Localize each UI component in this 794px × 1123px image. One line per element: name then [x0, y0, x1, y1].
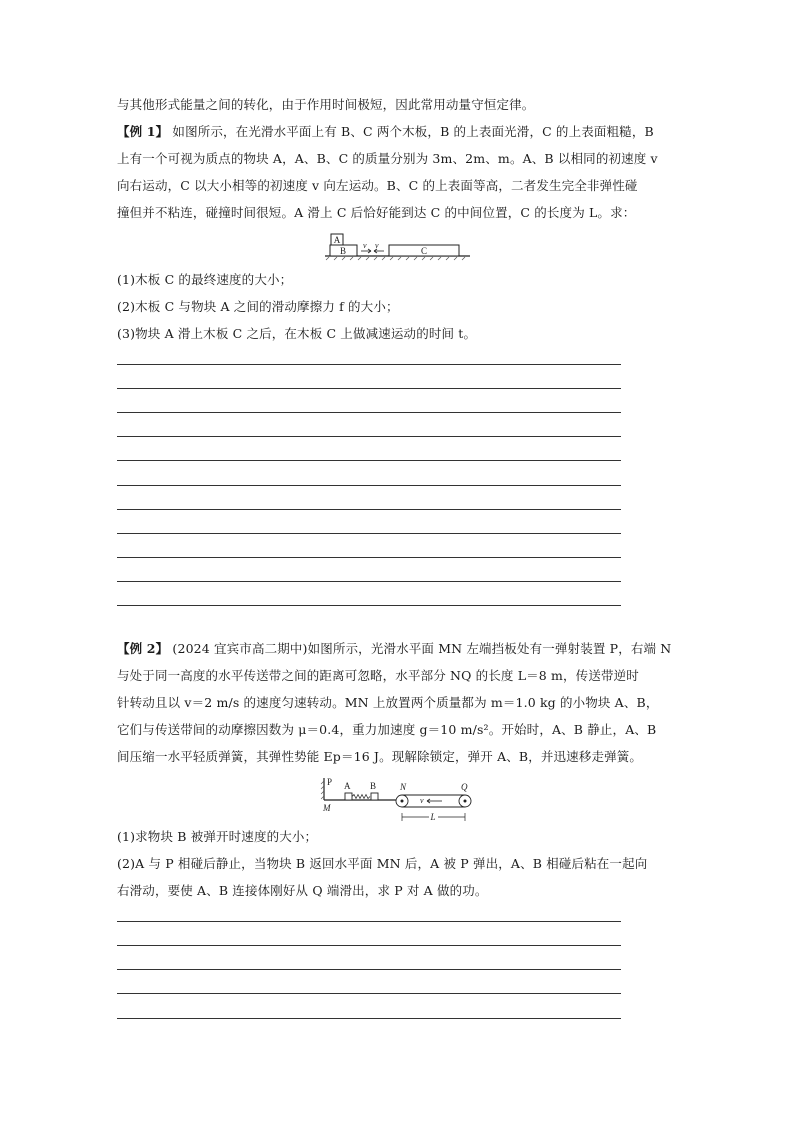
example-2-question-2: (2)A 与 P 相碰后静止，当物块 B 返回水平面 MN 后，A 被 P 弹出，A、B 相碰后粘在一起向	[117, 856, 648, 871]
label-l: L	[430, 812, 436, 822]
answer-line	[117, 388, 621, 389]
block-b	[371, 793, 378, 800]
answer-line	[117, 436, 621, 437]
answer-line	[117, 485, 621, 486]
example-1-question-1: (1)木板 C 的最终速度的大小；	[117, 272, 293, 287]
answer-line	[117, 581, 621, 582]
answer-line	[117, 605, 621, 606]
block-a	[345, 793, 352, 800]
label-q: Q	[461, 782, 468, 792]
answer-line	[117, 460, 621, 461]
example-2-line-1	[117, 635, 682, 662]
label-m: M	[323, 803, 331, 813]
answer-line	[117, 1018, 621, 1019]
label-n: N	[400, 782, 407, 792]
ground-hatch	[326, 257, 465, 260]
label-c: C	[420, 246, 428, 256]
example-1-figure	[325, 230, 470, 260]
answer-line	[117, 533, 621, 534]
answer-line	[117, 993, 621, 994]
example-2-question-1: (1)求物块 B 被弹开时速度的大小；	[117, 829, 318, 844]
label-v-right: v	[363, 241, 367, 250]
example-1-tag: 【例 1】	[117, 124, 169, 139]
example-1-text-1: 如图所示，在光滑水平面上有 B、C 两个木板，B 的上表面光滑，C 的上表面粗糙，B	[168, 124, 654, 139]
example-2-figure	[320, 775, 475, 825]
label-b: B	[370, 781, 377, 791]
example-2-text-1: (2024 宜宾市高二期中)如图所示，光滑水平面 MN 左端挡板处有一弹射装置 P，右端 N	[168, 641, 672, 656]
example-1-line-2: 上有一个可视为质点的物块 A，A、B、C 的质量分别为 3m、2m、m。A、B 以相同的初速度 v	[117, 151, 658, 166]
example-2-line-3: 针转动且以 v＝2 m/s 的速度匀速转动。MN 上放置两个质量都为 m＝1.0 kg 的小物块 A、B，	[117, 695, 659, 710]
example-2-line-5: 间压缩一水平轻质弹簧，其弹性势能 Ep＝16 J。现解除锁定，弹开 A、B，并迅速移走弹簧。	[117, 749, 643, 764]
example-1-line-4: 撞但并不粘连，碰撞时间很短。A 滑上 C 后恰好能到达 C 的中间位置，C 的长度为 L。求：	[117, 205, 636, 220]
answer-line	[117, 412, 621, 413]
spring	[352, 795, 370, 799]
example-1-line-3: 向右运动，C 以大小相等的初速度 v 向左运动。B、C 的上表面等高，二者发生完全非弹性碰	[117, 178, 638, 193]
answer-line	[117, 921, 621, 922]
label-b: B	[339, 246, 347, 256]
answer-line	[117, 557, 621, 558]
label-p: P	[327, 777, 333, 787]
answer-line	[117, 364, 621, 365]
answer-line	[117, 969, 621, 970]
label-a: A	[333, 235, 341, 245]
answer-line	[117, 945, 621, 946]
answer-line	[117, 509, 621, 510]
example-1-question-3: (3)物块 A 滑上木板 C 之后，在木板 C 上做减速运动的时间 t。	[117, 326, 477, 341]
example-1-line-1	[117, 118, 682, 145]
intro-line: 与其他形式能量之间的转化，由于作用时间极短，因此常用动量守恒定律。	[117, 97, 535, 112]
example-2-question-2-cont: 右滑动，要使 A、B 连接体刚好从 Q 端滑出，求 P 对 A 做的功。	[117, 883, 488, 898]
example-2-line-4: 它们与传送带间的动摩擦因数为 μ＝0.4，重力加速度 g＝10 m/s²。开始时，A、B 静止，A、B	[117, 722, 657, 737]
label-a: A	[344, 781, 351, 791]
example-2-tag: 【例 2】	[117, 641, 169, 656]
example-1-question-2: (2)木板 C 与物块 A 之间的滑动摩擦力 f 的大小；	[117, 299, 399, 314]
label-v-left: v	[375, 241, 379, 250]
example-2-line-2: 与处于同一高度的水平传送带之间的距离可忽略，水平部分 NQ 的长度 L＝8 m，传送带逆时	[117, 668, 639, 683]
label-v: v	[420, 796, 424, 805]
